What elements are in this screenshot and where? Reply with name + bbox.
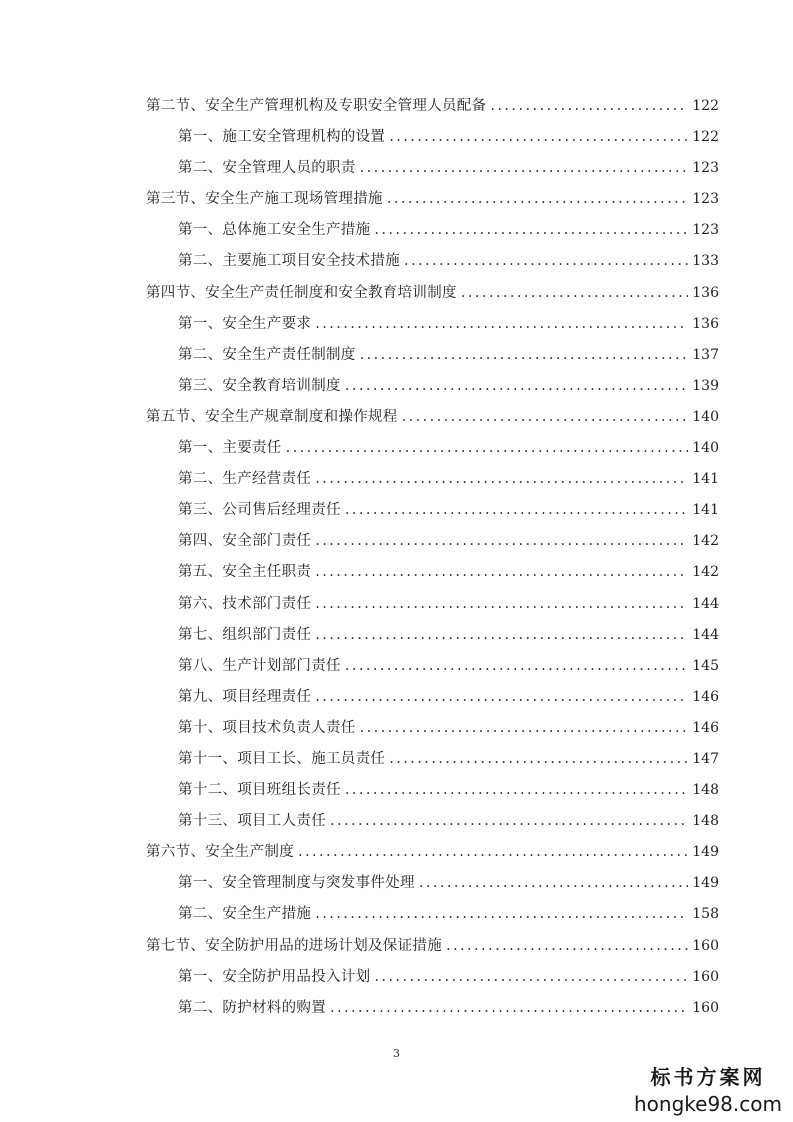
toc-subsection-entry[interactable] bbox=[0, 871, 793, 902]
toc-dot-leader bbox=[315, 685, 688, 709]
toc-entry-title: 第八、生产计划部门责任 bbox=[178, 657, 341, 674]
toc-entry-title: 第十一、项目工长、施工员责任 bbox=[178, 750, 386, 767]
toc-entry-page: 148 bbox=[692, 813, 719, 830]
toc-entry-page: 136 bbox=[692, 315, 719, 332]
table-of-contents bbox=[0, 94, 793, 1027]
toc-subsection-entry[interactable] bbox=[0, 125, 793, 156]
toc-entry-page: 122 bbox=[692, 98, 719, 114]
toc-subsection-entry[interactable] bbox=[0, 592, 793, 623]
toc-subsection-entry[interactable] bbox=[0, 467, 793, 498]
toc-entry-title: 第一、施工安全管理机构的设置 bbox=[178, 129, 386, 146]
toc-dot-leader bbox=[315, 592, 688, 616]
toc-entry-page: 140 bbox=[692, 408, 719, 425]
toc-subsection-entry[interactable] bbox=[0, 778, 793, 809]
toc-dot-leader bbox=[315, 560, 688, 584]
toc-dot-leader bbox=[374, 218, 688, 242]
toc-dot-leader bbox=[387, 187, 688, 211]
toc-dot-leader bbox=[330, 809, 688, 833]
toc-subsection-entry[interactable] bbox=[0, 218, 793, 249]
toc-entry-title: 第五节、安全生产规章制度和操作规程 bbox=[146, 408, 398, 425]
toc-entry-title: 第四节、安全生产责任制度和安全教育培训制度 bbox=[146, 284, 457, 301]
toc-entry-title: 第二、安全生产责任制制度 bbox=[178, 346, 356, 363]
toc-dot-leader bbox=[286, 436, 689, 460]
toc-entry-page: 141 bbox=[692, 502, 719, 519]
toc-subsection-entry[interactable] bbox=[0, 374, 793, 405]
toc-entry-page: 123 bbox=[692, 191, 719, 208]
toc-dot-leader bbox=[345, 778, 688, 802]
toc-dot-leader bbox=[490, 94, 688, 118]
toc-subsection-entry[interactable] bbox=[0, 654, 793, 685]
toc-entry-title: 第十、项目技术负责人责任 bbox=[178, 719, 356, 736]
toc-dot-leader bbox=[374, 965, 688, 989]
toc-entry-page: 123 bbox=[692, 160, 719, 177]
toc-entry-page: 149 bbox=[692, 844, 719, 861]
watermark-url: hongke98.com bbox=[634, 1092, 782, 1116]
toc-subsection-entry[interactable] bbox=[0, 436, 793, 467]
watermark bbox=[633, 1061, 783, 1116]
toc-subsection-entry[interactable] bbox=[0, 343, 793, 374]
toc-entry-title: 第六、技术部门责任 bbox=[178, 595, 312, 612]
toc-entry-page: 149 bbox=[692, 875, 719, 892]
toc-subsection-entry[interactable] bbox=[0, 623, 793, 654]
toc-dot-leader bbox=[461, 281, 688, 305]
toc-dot-leader bbox=[402, 405, 689, 429]
toc-entry-title: 第一、安全防护用品投入计划 bbox=[178, 968, 371, 985]
toc-dot-leader bbox=[330, 996, 688, 1020]
toc-entry-page: 123 bbox=[692, 222, 719, 239]
toc-entry-page: 140 bbox=[692, 440, 719, 457]
toc-dot-leader bbox=[345, 654, 688, 678]
toc-entry-title: 第十三、项目工人责任 bbox=[178, 813, 326, 830]
toc-section-entry[interactable] bbox=[0, 840, 793, 871]
toc-section-entry[interactable] bbox=[0, 94, 793, 125]
watermark-brand: 标书方案网 bbox=[650, 1065, 766, 1089]
toc-entry-page: 145 bbox=[692, 657, 719, 674]
toc-entry-page: 144 bbox=[692, 595, 719, 612]
toc-entry-title: 第二、生产经营责任 bbox=[178, 471, 312, 488]
toc-entry-title: 第三、公司售后经理责任 bbox=[178, 502, 341, 519]
toc-subsection-entry[interactable] bbox=[0, 965, 793, 996]
toc-dot-leader bbox=[315, 902, 688, 926]
toc-entry-title: 第二、防护材料的购置 bbox=[178, 999, 326, 1016]
toc-dot-leader bbox=[404, 249, 688, 273]
toc-entry-title: 第九、项目经理责任 bbox=[178, 688, 312, 705]
toc-dot-leader bbox=[360, 343, 689, 367]
toc-dot-leader bbox=[315, 467, 688, 491]
toc-dot-leader bbox=[345, 498, 688, 522]
toc-entry-title: 第一、安全生产要求 bbox=[178, 315, 312, 332]
toc-section-entry[interactable] bbox=[0, 934, 793, 965]
toc-entry-page: 146 bbox=[692, 688, 719, 705]
toc-subsection-entry[interactable] bbox=[0, 529, 793, 560]
toc-entry-title: 第三节、安全生产施工现场管理措施 bbox=[146, 191, 383, 208]
toc-entry-title: 第三、安全教育培训制度 bbox=[178, 377, 341, 394]
toc-entry-page: 139 bbox=[692, 377, 719, 394]
toc-subsection-entry[interactable] bbox=[0, 996, 793, 1027]
toc-entry-title: 第二、安全管理人员的职责 bbox=[178, 160, 356, 177]
toc-subsection-entry[interactable] bbox=[0, 809, 793, 840]
toc-subsection-entry[interactable] bbox=[0, 312, 793, 343]
toc-entry-page: 160 bbox=[692, 999, 719, 1016]
toc-subsection-entry[interactable] bbox=[0, 249, 793, 280]
toc-dot-leader bbox=[315, 529, 688, 553]
toc-entry-page: 142 bbox=[692, 533, 719, 550]
toc-dot-leader bbox=[315, 312, 688, 336]
toc-entry-page: 142 bbox=[692, 564, 719, 581]
toc-entry-page: 148 bbox=[692, 782, 719, 799]
toc-entry-page: 147 bbox=[692, 750, 719, 767]
toc-entry-title: 第二、安全生产措施 bbox=[178, 906, 312, 923]
toc-entry-title: 第二、主要施工项目安全技术措施 bbox=[178, 253, 400, 270]
toc-section-entry[interactable] bbox=[0, 405, 793, 436]
toc-dot-leader bbox=[389, 125, 688, 149]
toc-dot-leader bbox=[315, 623, 688, 647]
toc-entry-title: 第七、组织部门责任 bbox=[178, 626, 312, 643]
toc-entry-title: 第一、安全管理制度与突发事件处理 bbox=[178, 875, 415, 892]
toc-dot-leader bbox=[298, 840, 688, 864]
toc-entry-page: 141 bbox=[692, 471, 719, 488]
toc-subsection-entry[interactable] bbox=[0, 747, 793, 778]
toc-entry-title: 第四、安全部门责任 bbox=[178, 533, 312, 550]
page-number: 3 bbox=[393, 1047, 400, 1060]
toc-entry-title: 第一、总体施工安全生产措施 bbox=[178, 222, 371, 239]
toc-entry-page: 160 bbox=[692, 937, 719, 954]
toc-dot-leader bbox=[419, 871, 688, 895]
toc-dot-leader bbox=[360, 156, 689, 180]
toc-entry-page: 158 bbox=[692, 906, 719, 923]
toc-subsection-entry[interactable] bbox=[0, 156, 793, 187]
toc-entry-page: 122 bbox=[692, 129, 719, 146]
toc-entry-title: 第五、安全主任职责 bbox=[178, 564, 312, 581]
toc-subsection-entry[interactable] bbox=[0, 716, 793, 747]
toc-section-entry[interactable] bbox=[0, 187, 793, 218]
toc-dot-leader bbox=[446, 934, 688, 958]
toc-entry-title: 第七节、安全防护用品的进场计划及保证措施 bbox=[146, 937, 442, 954]
toc-dot-leader bbox=[389, 747, 688, 771]
toc-entry-title: 第二节、安全生产管理机构及专职安全管理人员配备 bbox=[146, 98, 487, 114]
toc-subsection-entry[interactable] bbox=[0, 685, 793, 716]
toc-entry-page: 144 bbox=[692, 626, 719, 643]
toc-subsection-entry[interactable] bbox=[0, 498, 793, 529]
toc-dot-leader bbox=[345, 374, 688, 398]
toc-entry-page: 133 bbox=[692, 253, 719, 270]
toc-entry-title: 第一、主要责任 bbox=[178, 440, 282, 457]
toc-entry-page: 160 bbox=[692, 968, 719, 985]
toc-subsection-entry[interactable] bbox=[0, 560, 793, 591]
toc-entry-title: 第六节、安全生产制度 bbox=[146, 844, 294, 861]
toc-entry-page: 137 bbox=[692, 346, 719, 363]
toc-entry-page: 136 bbox=[692, 284, 719, 301]
toc-subsection-entry[interactable] bbox=[0, 902, 793, 933]
toc-section-entry[interactable] bbox=[0, 281, 793, 312]
toc-dot-leader bbox=[360, 716, 689, 740]
toc-entry-title: 第十二、项目班组长责任 bbox=[178, 782, 341, 799]
toc-entry-page: 146 bbox=[692, 719, 719, 736]
